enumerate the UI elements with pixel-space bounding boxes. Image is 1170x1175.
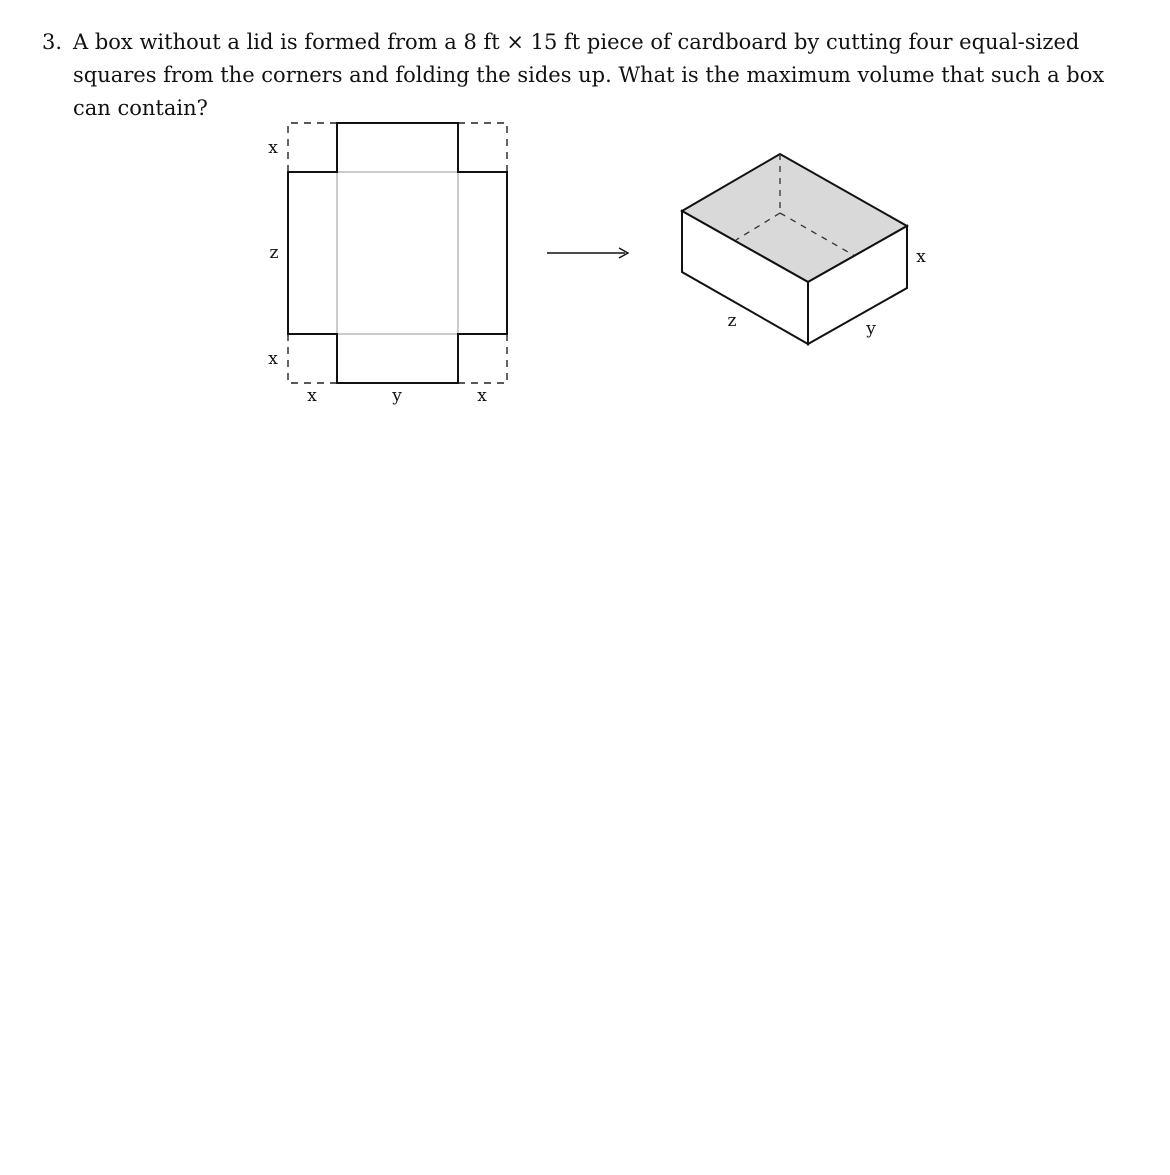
box-label-y: y [866, 319, 876, 339]
label-z-side: z [269, 243, 279, 263]
box-label-z: z [727, 311, 737, 331]
corner-cutouts [288, 123, 507, 383]
label-x-right-bottom: x [477, 386, 487, 406]
cutout-bottom-left [288, 334, 337, 383]
fold-lines [337, 172, 458, 334]
box-label-x: x [916, 247, 926, 267]
open-box [682, 154, 926, 344]
transform-arrow [547, 248, 628, 258]
label-x-top: x [268, 138, 278, 158]
label-x-bottom: x [268, 349, 278, 369]
cutout-top-left [288, 123, 337, 172]
problem-number: 3. [42, 30, 63, 54]
cardboard-net [268, 123, 507, 406]
label-x-left-bottom: x [307, 386, 317, 406]
label-y-bottom: y [392, 386, 402, 406]
cutout-bottom-right [458, 334, 507, 383]
cutout-top-right [458, 123, 507, 172]
problem-text: A box without a lid is formed from a 8 ft × 15 ft piece of cardboard by cutting four equal-sized squares from the corners and folding the sides up. What is the maximum volume that such a box can contain? [73, 30, 1105, 120]
net-outline [288, 123, 507, 383]
